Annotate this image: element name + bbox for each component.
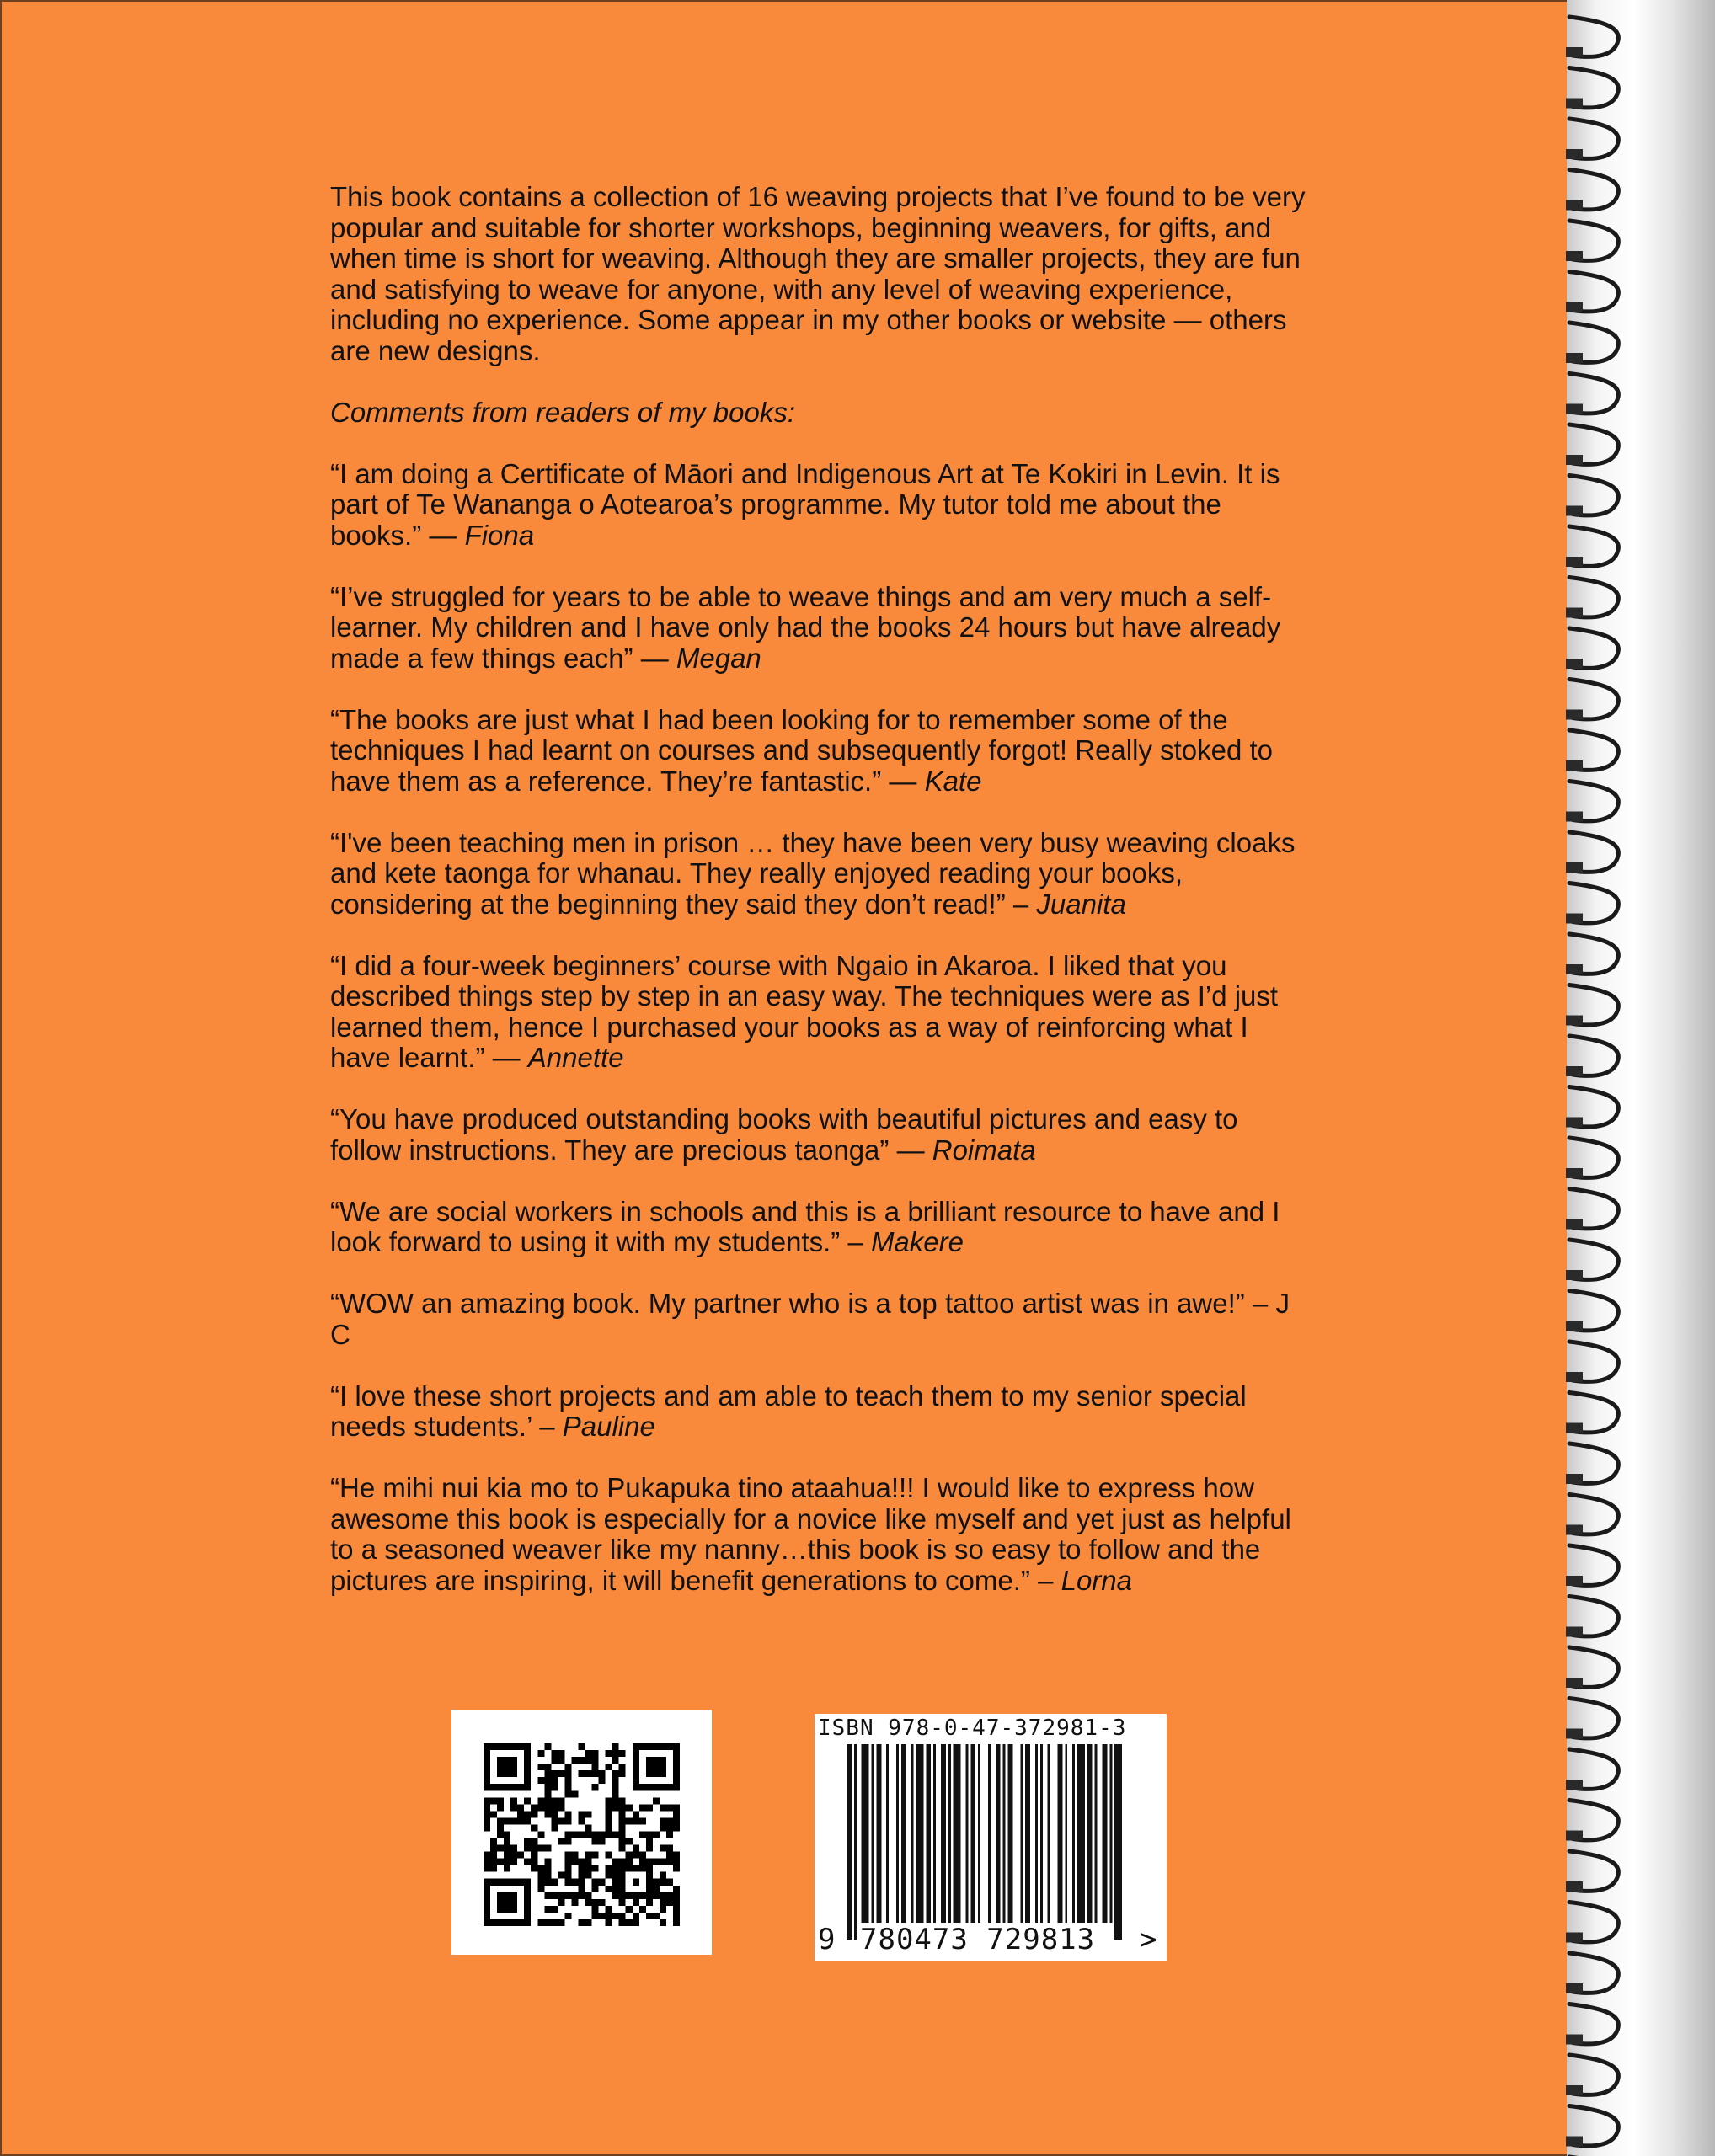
testimonial	[330, 459, 1307, 552]
qr-code	[451, 1710, 712, 1955]
testimonial-quote: “He mihi nui kia mo to Pukapuka tino ataahua!!! I would like to express how awesome this book is especially for a novice like myself and yet just as helpful to a seasoned weaver like my nanny…this book is so easy to follow and the pictures are inspiring, it will benefit generations to come.” –	[330, 1472, 1291, 1596]
barcode-icon	[847, 1744, 1125, 1940]
testimonial-quote: “I am doing a Certificate of Māori and Indigenous Art at Te Kokiri in Levin. It is part of Te Wananga o Aotearoa’s programme. My tutor told me about the books.” —	[330, 457, 1280, 551]
comments-heading: Comments from readers of my books:	[330, 396, 796, 428]
testimonial	[330, 1473, 1307, 1596]
testimonial-author: Lorna	[1061, 1564, 1132, 1596]
isbn-barcode	[815, 1714, 1167, 1961]
testimonial-author: Kate	[924, 765, 982, 797]
testimonial-author: Makere	[870, 1226, 964, 1257]
testimonial-author: Annette	[527, 1042, 624, 1073]
testimonial-quote: “We are social workers in schools and this is a brilliant resource to have and I look forward to using it with my students.” –	[330, 1195, 1280, 1257]
testimonial	[330, 1381, 1307, 1443]
testimonial-author: Pauline	[562, 1411, 655, 1442]
testimonial-author: Fiona	[464, 519, 535, 551]
testimonial-quote: “I did a four-week beginners’ course with Ngaio in Akaroa. I liked that you described things step by step in an easy way. The techniques were as I’d just learned them, hence I purchased your books as a way of reinforcing what I have learnt.” —	[330, 949, 1279, 1073]
isbn-label: ISBN 978-0-47-372981-3	[818, 1716, 1127, 1741]
barcode-arrow: >	[1140, 1923, 1157, 1956]
testimonial-author: Juanita	[1036, 888, 1126, 920]
testimonial-quote: “The books are just what I had been looking for to remember some of the techniques I had learnt on courses and subsequently forgot! Really stoked to have them as a reference. They’re fantastic.” —	[330, 703, 1274, 797]
testimonial	[330, 951, 1307, 1074]
testimonial-quote: “I’ve struggled for years to be able to weave things and am very much a self-learner. My children and I have only had the books 24 hours but have already made a few things each” —	[330, 580, 1281, 674]
spiral-binding-icon	[1563, 0, 1655, 2156]
testimonial	[330, 1197, 1307, 1258]
testimonial-author: Roimata	[932, 1134, 1036, 1166]
testimonial-quote: “You have produced outstanding books with beautiful pictures and easy to follow instructions. They are precious taonga” —	[330, 1103, 1238, 1166]
qr-code-icon	[483, 1743, 681, 1926]
testimonial	[330, 705, 1307, 798]
testimonial	[330, 1289, 1307, 1350]
testimonial-quote: “WOW an amazing book. My partner who is a top tattoo artist was in awe!” – J C	[330, 1288, 1290, 1350]
cover-text	[330, 182, 1307, 1627]
intro-paragraph: This book contains a collection of 16 weaving projects that I’ve found to be very popular and suitable for shorter workshops, beginning weavers, for gifts, and when time is short for weaving. Although they are smaller projects, they are fun and satisfying to weave for anyone, with any level of weaving experience, including no experience. Some appear in my other books or website — others are new designs.	[330, 181, 1306, 366]
barcode-lead-digit: 9	[818, 1923, 836, 1956]
testimonial	[330, 828, 1307, 921]
testimonial-quote: “I love these short projects and am able to teach them to my senior special needs students.’ –	[330, 1380, 1247, 1442]
testimonial-quote: “I've been teaching men in prison … they have been very busy weaving cloaks and kete taonga for whanau. They really enjoyed reading your books, considering at the beginning they said they don’t read!” –	[330, 826, 1296, 920]
testimonial-author: Megan	[676, 642, 761, 674]
testimonial	[330, 1104, 1307, 1166]
barcode-digits: 780473 729813	[860, 1923, 1096, 1956]
testimonial	[330, 582, 1307, 675]
